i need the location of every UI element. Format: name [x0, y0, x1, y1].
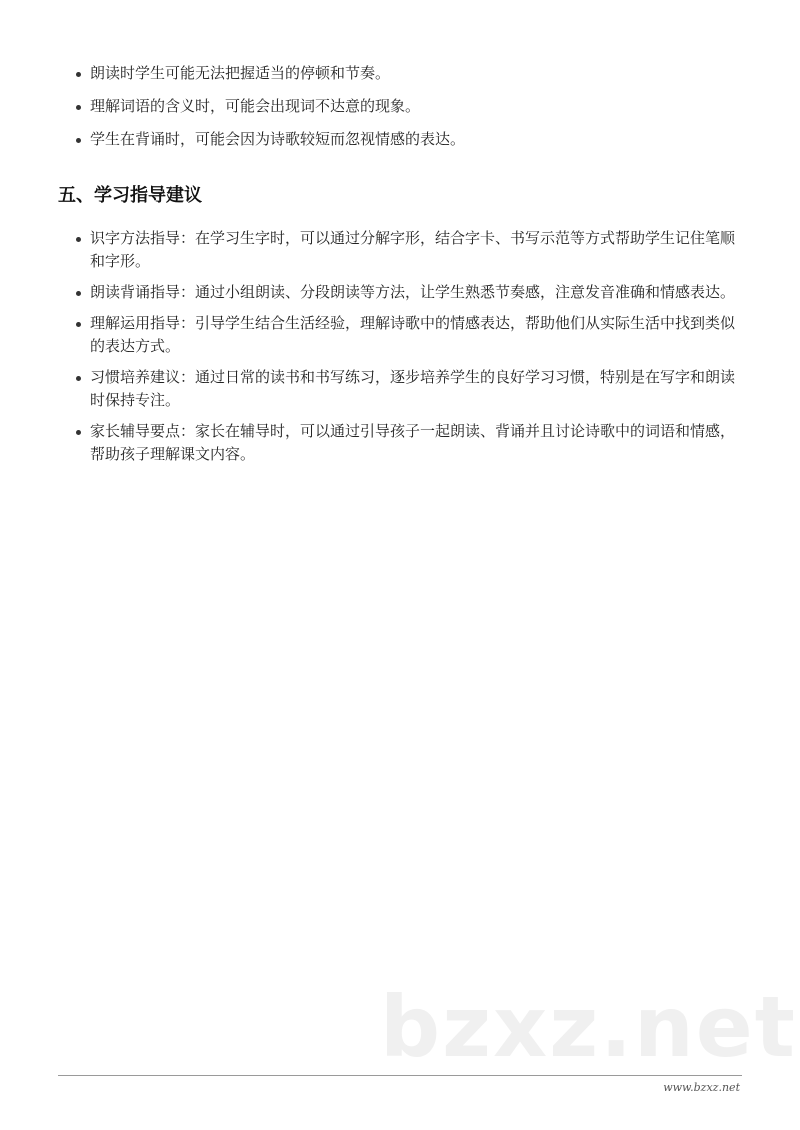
bullet-icon [76, 138, 81, 143]
footer-url: www.bzxz.net [663, 1081, 740, 1094]
bullet-icon [76, 105, 81, 110]
list-item [78, 62, 748, 85]
list-item [78, 420, 748, 466]
section-heading: 五、学习指导建议 [58, 185, 202, 206]
guidance-list [78, 227, 748, 474]
list-item [78, 95, 748, 118]
list-item [78, 312, 748, 358]
bullet-icon [76, 430, 81, 435]
bullet-icon [76, 376, 81, 381]
list-item-text: 学生在背诵时，可能会因为诗歌较短而忽视情感的表达。 [90, 130, 466, 148]
list-item [78, 281, 748, 304]
list-item-text: 朗读背诵指导：通过小组朗读、分段朗读等方法，让学生熟悉节奏感，注意发音准确和情感表达。 [90, 283, 736, 301]
bullet-icon [76, 237, 81, 242]
list-item-text: 理解运用指导：引导学生结合生活经验，理解诗歌中的情感表达，帮助他们从实际生活中找到类似的表达方式。 [90, 314, 736, 355]
difficulty-list [78, 62, 748, 161]
list-item [78, 227, 748, 273]
bullet-icon [76, 322, 81, 327]
bullet-icon [76, 72, 81, 77]
bullet-icon [76, 291, 81, 296]
list-item-text: 识字方法指导：在学习生字时，可以通过分解字形，结合字卡、书写示范等方式帮助学生记住笔顺和字形。 [90, 229, 736, 270]
list-item-text: 家长辅导要点：家长在辅导时，可以通过引导孩子一起朗读、背诵并且讨论诗歌中的词语和情感，帮助孩子理解课文内容。 [90, 422, 736, 463]
watermark: bzxz.net [380, 978, 797, 1076]
footer-divider [58, 1075, 742, 1076]
list-item [78, 128, 748, 151]
list-item-text: 理解词语的含义时，可能会出现词不达意的现象。 [90, 97, 421, 115]
list-item-text: 朗读时学生可能无法把握适当的停顿和节奏。 [90, 64, 391, 82]
list-item [78, 366, 748, 412]
list-item-text: 习惯培养建议：通过日常的读书和书写练习，逐步培养学生的良好学习习惯，特别是在写字和朗读时保持专注。 [90, 368, 736, 409]
